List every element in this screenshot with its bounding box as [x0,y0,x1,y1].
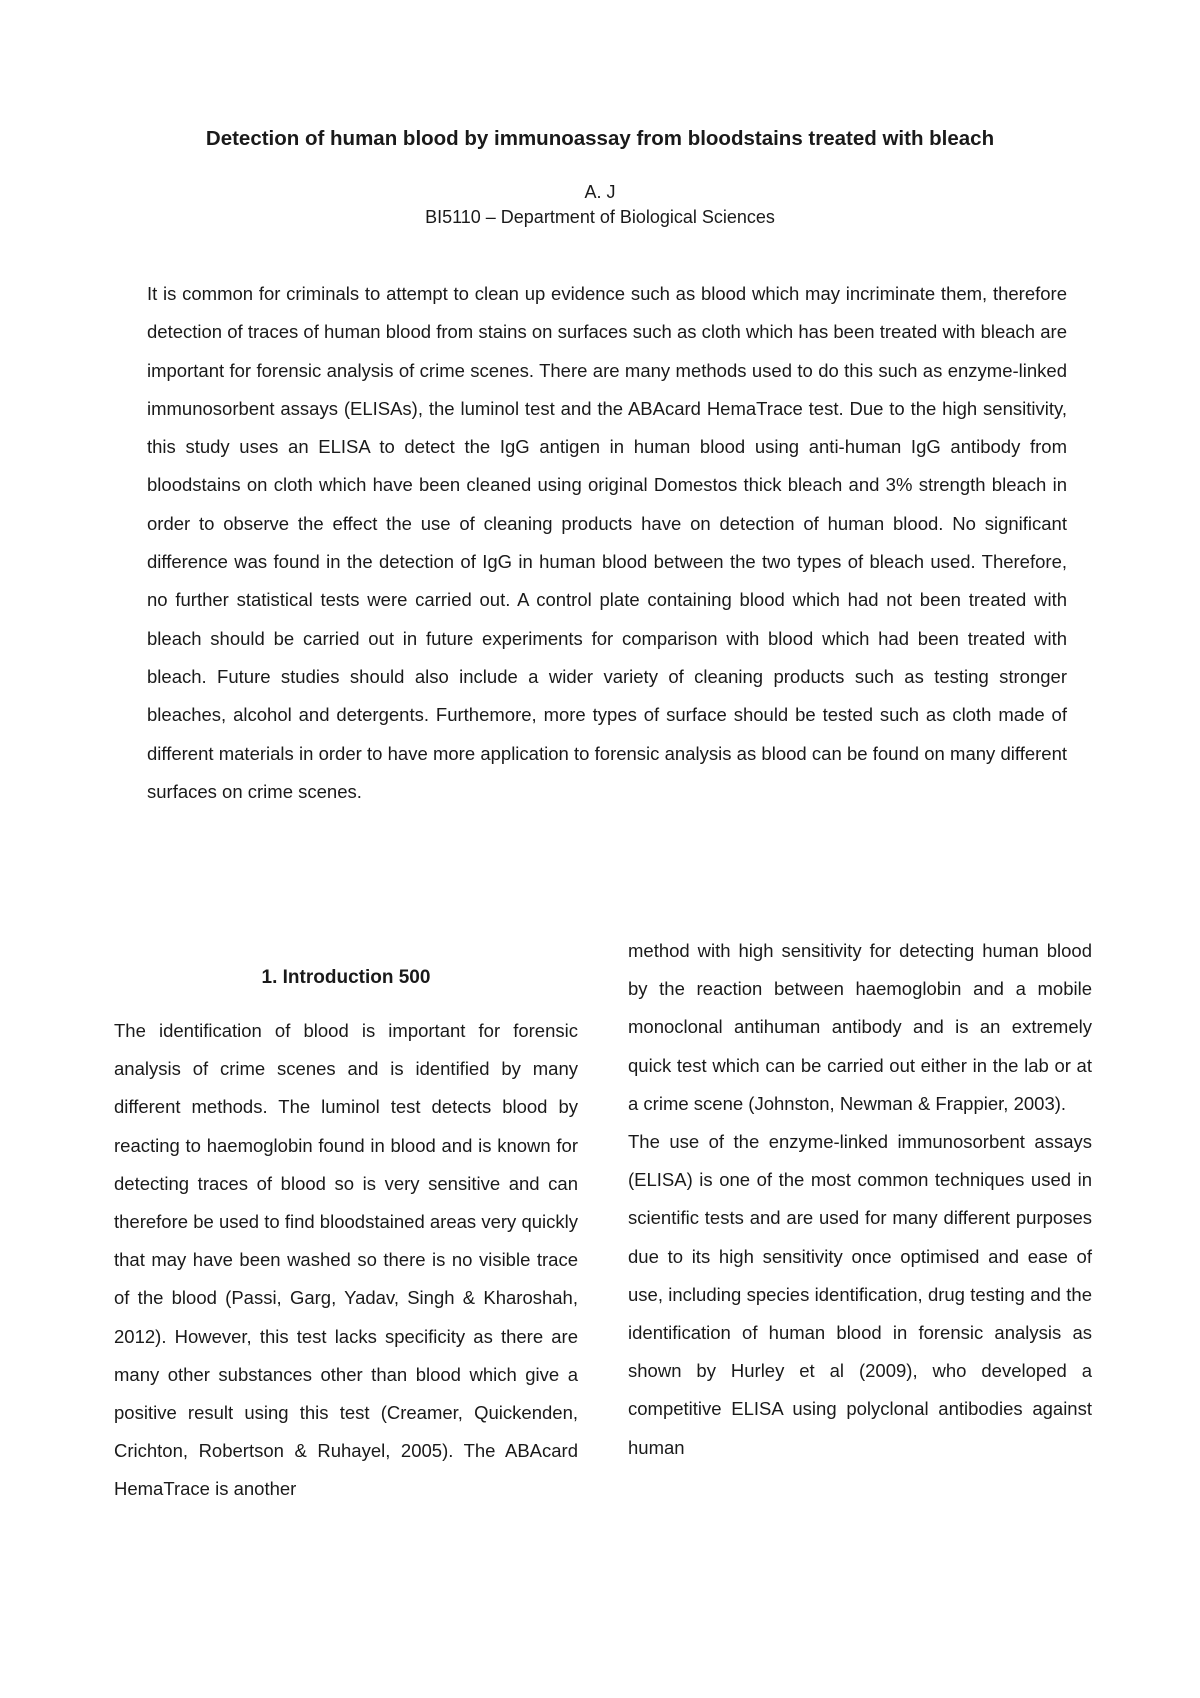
introduction-heading: 1. Introduction 500 [261,967,431,988]
abstract-paragraph: It is common for criminals to attempt to clean up evidence such as blood which may incriminate them, therefore detection of traces of human blood from stains on surfaces such as cloth which has been treated with bleach are important for forensic analysis of crime scenes. There are many methods used to do this such as enzyme-linked immunosorbent assays (ELISAs), the luminol test and the ABAcard HemaTrace test. Due to the high sensitivity, this study uses an ELISA to detect the IgG antigen in human blood using anti-human IgG antibody from bloodstains on cloth which have been cleaned using original Domestos thick bleach and 3% strength bleach in order to observe the effect the use of cleaning products have on detection of human blood. No significant difference was found in the detection of IgG in human blood between the two types of bleach used. Therefore, no further statistical tests were carried out. A control plate containing blood which had not been treated with bleach should be carried out in future experiments for comparison with blood which had been treated with bleach. Future studies should also include a wider variety of cleaning products such as testing stronger bleaches, alcohol and detergents. Furthemore, more types of surface should be tested such as cloth made of different materials in order to have more application to forensic analysis as blood can be found on many different surfaces on crime scenes. [147,283,1067,802]
author-name: A. J [584,182,616,202]
introduction-paragraph-2: The use of the enzyme-linked immunosorbent assays (ELISA) is one of the most common techniques used in scientific tests and are used for many different purposes due to its high sensitivity once optimised and ease of use, including species identification, drug testing and the identification of human blood in forensic analysis as shown by Hurley et al (2009), who developed a competitive ELISA using polyclonal antibodies against human [628,1131,1092,1458]
right-column [628,932,1092,1467]
paper-title: Detection of human blood by immunoassay from bloodstains treated with bleach [205,127,995,150]
introduction-paragraph-1-continued: method with high sensitivity for detecting human blood by the reaction between haemoglobin and a mobile monoclonal antihuman antibody and is an extremely quick test which can be carried out either in the lab or at a crime scene (Johnston, Newman & Frappier, 2003). [628,940,1092,1114]
author-affiliation: BI5110 – Department of Biological Sciences [425,207,775,227]
introduction-paragraph-1: The identification of blood is important for forensic analysis of crime scenes and is identified by many different methods. The luminol test detects blood by reacting to haemoglobin found in blood and is known for detecting traces of blood so is very sensitive and can therefore be used to find bloodstained areas very quickly that may have been washed so there is no visible trace of the blood (Passi, Garg, Yadav, Singh & Kharoshah, 2012). However, this test lacks specificity as there are many other substances other than blood which give a positive result using this test (Creamer, Quickenden, Crichton, Robertson & Ruhayel, 2005). The ABAcard HemaTrace is another [114,1020,578,1500]
